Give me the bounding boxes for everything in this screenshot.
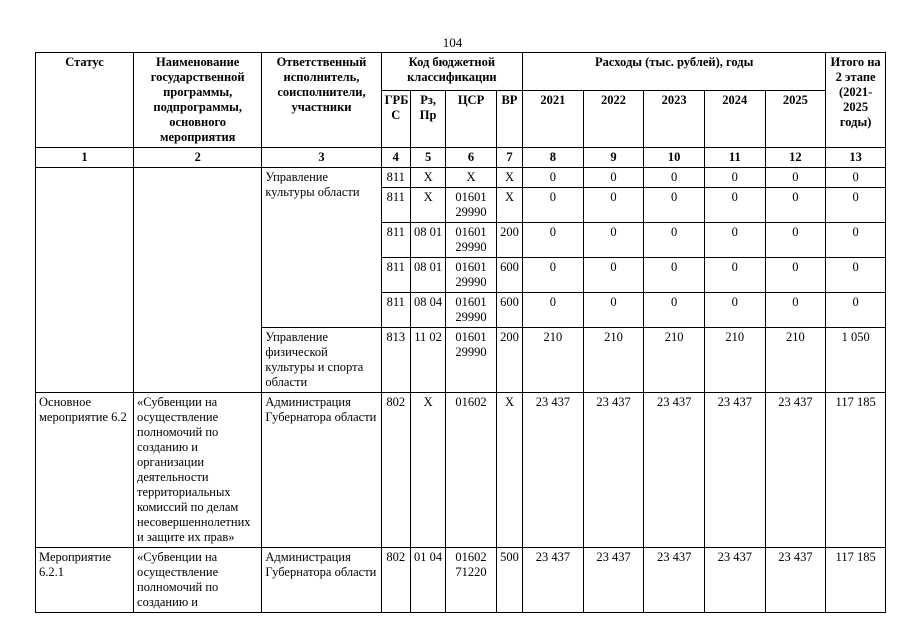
value-2024: 210 — [704, 328, 765, 393]
header-program-name: Наименование государственной программы, подпрограммы, основного мероприятия — [134, 53, 262, 148]
header-status: Статус — [36, 53, 134, 148]
status-cell: Основное мероприятие 6.2 — [36, 393, 134, 548]
vr-cell: Х — [496, 188, 522, 223]
col-number: 6 — [446, 148, 497, 168]
col-number: 9 — [583, 148, 644, 168]
value-2024: 0 — [704, 258, 765, 293]
vr-cell: 600 — [496, 258, 522, 293]
value-2021: 0 — [523, 223, 584, 258]
executor-cell: Администрация Губернатора области — [262, 393, 381, 548]
value-2021: 23 437 — [523, 548, 584, 613]
vr-cell: Х — [496, 393, 522, 548]
header-executor: Ответственный исполнитель, соисполнители, участники — [262, 53, 381, 148]
header-year-2023: 2023 — [644, 91, 705, 148]
value-2023: 0 — [644, 258, 705, 293]
table-row — [36, 548, 886, 613]
col-number: 12 — [765, 148, 826, 168]
grbs-cell: 813 — [381, 328, 410, 393]
vr-cell: 500 — [496, 548, 522, 613]
name-cell: «Субвенции на осуществление полномочий по созданию и — [134, 548, 262, 613]
grbs-cell: 811 — [381, 188, 410, 223]
csr-cell: 01601 29990 — [446, 223, 497, 258]
name-cell — [134, 168, 262, 393]
col-number: 11 — [704, 148, 765, 168]
col-number: 4 — [381, 148, 410, 168]
col-number: 8 — [523, 148, 584, 168]
grbs-cell: 802 — [381, 393, 410, 548]
grbs-cell: 811 — [381, 293, 410, 328]
header-rzpr: Рз, Пр — [410, 91, 445, 148]
csr-cell: 01602 — [446, 393, 497, 548]
status-cell — [36, 168, 134, 393]
rzpr-cell: Х — [410, 168, 445, 188]
value-2025: 0 — [765, 293, 826, 328]
value-2025: 0 — [765, 168, 826, 188]
header-year-2021: 2021 — [523, 91, 584, 148]
header-budget-code: Код бюджетной классификации — [381, 53, 523, 91]
value-2022: 0 — [583, 223, 644, 258]
header-year-2024: 2024 — [704, 91, 765, 148]
total-cell: 0 — [826, 258, 886, 293]
executor-cell: Управление культуры области — [262, 168, 381, 328]
csr-cell: Х — [446, 168, 497, 188]
value-2024: 0 — [704, 223, 765, 258]
header-row — [36, 53, 886, 91]
rzpr-cell: 08 01 — [410, 223, 445, 258]
header-expenses: Расходы (тыс. рублей), годы — [523, 53, 826, 91]
name-cell: «Субвенции на осуществление полномочий по созданию и организации деятельности территориальных комиссий по делам несовершеннолетних и защите их прав» — [134, 393, 262, 548]
col-number: 10 — [644, 148, 705, 168]
value-2023: 0 — [644, 188, 705, 223]
rzpr-cell: Х — [410, 188, 445, 223]
total-cell: 0 — [826, 168, 886, 188]
vr-cell: Х — [496, 168, 522, 188]
header-year-2022: 2022 — [583, 91, 644, 148]
header-total: Итого на 2 этапе (2021-2025 годы) — [826, 53, 886, 148]
value-2022: 0 — [583, 293, 644, 328]
value-2025: 0 — [765, 258, 826, 293]
value-2025: 210 — [765, 328, 826, 393]
header-year-2025: 2025 — [765, 91, 826, 148]
value-2022: 0 — [583, 188, 644, 223]
total-cell: 117 185 — [826, 393, 886, 548]
value-2024: 0 — [704, 168, 765, 188]
value-2021: 23 437 — [523, 393, 584, 548]
col-number: 3 — [262, 148, 381, 168]
csr-cell: 01602 71220 — [446, 548, 497, 613]
value-2022: 0 — [583, 258, 644, 293]
value-2025: 23 437 — [765, 393, 826, 548]
value-2025: 0 — [765, 223, 826, 258]
value-2023: 0 — [644, 168, 705, 188]
value-2022: 210 — [583, 328, 644, 393]
value-2021: 0 — [523, 188, 584, 223]
csr-cell: 01601 29990 — [446, 328, 497, 393]
col-number: 5 — [410, 148, 445, 168]
table-row — [36, 168, 886, 188]
value-2022: 23 437 — [583, 393, 644, 548]
value-2025: 23 437 — [765, 548, 826, 613]
rzpr-cell: Х — [410, 393, 445, 548]
csr-cell: 01601 29990 — [446, 258, 497, 293]
grbs-cell: 811 — [381, 223, 410, 258]
csr-cell: 01601 29990 — [446, 293, 497, 328]
value-2022: 0 — [583, 168, 644, 188]
col-number: 2 — [134, 148, 262, 168]
value-2024: 23 437 — [704, 548, 765, 613]
rzpr-cell: 08 01 — [410, 258, 445, 293]
status-cell: Мероприятие 6.2.1 — [36, 548, 134, 613]
csr-cell: 01601 29990 — [446, 188, 497, 223]
rzpr-cell: 11 02 — [410, 328, 445, 393]
value-2024: 23 437 — [704, 393, 765, 548]
value-2024: 0 — [704, 188, 765, 223]
header-csr: ЦСР — [446, 91, 497, 148]
grbs-cell: 802 — [381, 548, 410, 613]
total-cell: 117 185 — [826, 548, 886, 613]
value-2021: 210 — [523, 328, 584, 393]
value-2021: 0 — [523, 168, 584, 188]
grbs-cell: 811 — [381, 258, 410, 293]
total-cell: 0 — [826, 293, 886, 328]
value-2022: 23 437 — [583, 548, 644, 613]
value-2024: 0 — [704, 293, 765, 328]
header-grbs: ГРБ С — [381, 91, 410, 148]
budget-table — [35, 52, 886, 613]
col-number: 7 — [496, 148, 522, 168]
vr-cell: 600 — [496, 293, 522, 328]
executor-cell: Управление физической культуры и спорта области — [262, 328, 381, 393]
vr-cell: 200 — [496, 328, 522, 393]
value-2025: 0 — [765, 188, 826, 223]
value-2021: 0 — [523, 258, 584, 293]
page-number: 104 — [442, 35, 463, 50]
rzpr-cell: 01 04 — [410, 548, 445, 613]
value-2023: 210 — [644, 328, 705, 393]
grbs-cell: 811 — [381, 168, 410, 188]
executor-cell: Администрация Губернатора области — [262, 548, 381, 613]
total-cell: 0 — [826, 223, 886, 258]
header-vr: ВР — [496, 91, 522, 148]
table-row — [36, 393, 886, 548]
value-2023: 23 437 — [644, 548, 705, 613]
vr-cell: 200 — [496, 223, 522, 258]
value-2021: 0 — [523, 293, 584, 328]
value-2023: 0 — [644, 223, 705, 258]
value-2023: 0 — [644, 293, 705, 328]
col-number: 13 — [826, 148, 886, 168]
total-cell: 1 050 — [826, 328, 886, 393]
col-number: 1 — [36, 148, 134, 168]
rzpr-cell: 08 04 — [410, 293, 445, 328]
total-cell: 0 — [826, 188, 886, 223]
value-2023: 23 437 — [644, 393, 705, 548]
column-numbers-row — [36, 148, 886, 168]
